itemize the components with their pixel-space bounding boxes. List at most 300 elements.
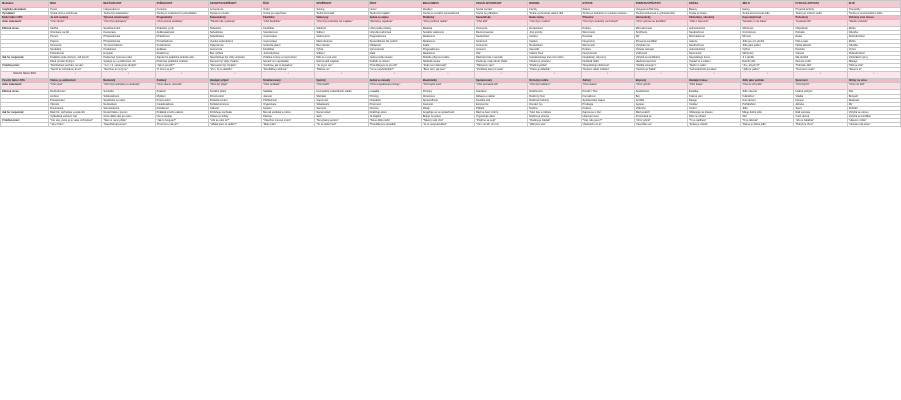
table-cell: Sběratel <box>315 94 368 98</box>
column-header: FYZICKÁ AKTIVITA <box>794 1 847 8</box>
table-cell: Prosazování <box>49 98 102 102</box>
table-cell: Velkorysý <box>315 16 368 20</box>
table-cell: • <box>102 72 155 79</box>
table-cell: Rád se baví s lidmi <box>475 110 528 114</box>
table-cell: Vysoké sebevědomí <box>208 39 261 43</box>
table-cell: Domácí typ <box>528 102 581 106</box>
table-cell: Sebeúcta <box>208 27 261 31</box>
column-header: JÍDLO <box>741 1 794 8</box>
table-cell: Hledá kompromis <box>634 60 687 64</box>
table-cell: Spoléhání na sebe <box>102 98 155 102</box>
table-cell: Eating <box>741 8 794 12</box>
table-cell: • <box>581 72 634 79</box>
table-cell: Introverze <box>475 27 528 31</box>
row-label: Jak ho rozpoznat: <box>1 55 49 59</box>
table-cell: Fakta <box>421 43 474 47</box>
table-cell: Upřednostňuje jiné než rodinu <box>528 55 581 59</box>
table-cell: "Chci respektovat principy" <box>368 83 421 90</box>
table-cell: "Jím, abych žil" <box>741 64 794 68</box>
table-cell: "Víte, kdo jsem?" <box>581 119 634 123</box>
table-cell: Charakter <box>368 98 421 102</box>
table-cell: Hledající přijetí <box>208 79 261 83</box>
table-cell: Odvaha <box>847 43 900 47</box>
table-cell: Sebejistota <box>208 31 261 35</box>
table-cell: Dodržuje slovo <box>368 110 421 114</box>
table-cell: Touha konzumovat jídlo <box>741 12 794 16</box>
table-cell: Social contact <box>475 8 528 12</box>
table-cell: Šetří <box>315 114 368 118</box>
table-cell: Relax <box>794 35 847 39</box>
table-cell: Realismus <box>421 35 474 39</box>
table-cell: Krásné věci <box>687 94 740 98</box>
table-cell: Nezávislost <box>528 43 581 47</box>
high-sayings-row <box>1 123 901 127</box>
table-cell: "Chci vyhnout se konfliktu" <box>634 20 687 27</box>
table-cell: Acceptance <box>208 8 261 12</box>
table-cell: Pasivita <box>794 47 847 51</box>
table-cell: Nevědění <box>49 47 102 51</box>
table-cell: Jiné priority <box>528 31 581 35</box>
table-cell: Přehlednost <box>262 98 315 102</box>
row-label: V běžné praxi: <box>1 119 49 123</box>
table-cell: Myšlení <box>155 94 208 98</box>
table-cell: "Chci být spokojený" <box>102 20 155 27</box>
table-cell: Výzva <box>847 47 900 51</box>
table-cell: • <box>368 72 421 79</box>
table-cell: Chce dělat věci po svém <box>102 114 155 118</box>
table-cell: Jedná podle situace <box>368 55 421 59</box>
table-cell: "Upokojit klid" <box>794 20 847 27</box>
table-cell: "Záznamy nejednat" <box>368 20 421 27</box>
header-row <box>1 1 901 8</box>
table-cell: Vůdce, je ambiciózní <box>49 79 102 83</box>
table-cell: • <box>155 72 208 79</box>
table-cell: Touha po uznání <box>208 12 261 16</box>
table-cell: • <box>208 72 261 79</box>
table-cell: Strukturovaný <box>262 79 315 83</box>
column-header: AKCEPTACE/PŘIJETÍ <box>208 1 261 8</box>
table-cell: Empatie <box>102 51 155 55</box>
table-cell: Jedná ze zájmu <box>368 16 421 20</box>
table-cell: Ambice <box>49 94 102 98</box>
table-cell: "Dělíme se" <box>315 68 368 72</box>
table-cell: "Chci být rodičem" <box>528 83 581 90</box>
table-cell: Plánuje <box>262 114 315 118</box>
table-cell: "Jídlo je palivo" <box>741 68 794 72</box>
table-cell: Bez výčitek <box>208 51 261 55</box>
table-cell: Hledající krásu <box>687 79 740 83</box>
table-cell: Společenský status <box>581 98 634 102</box>
table-cell: Autonomie <box>208 47 261 51</box>
table-cell: Zdrženlivý, skromný <box>687 16 740 20</box>
table-cell: "Úsilí o harmonii" <box>687 20 740 27</box>
table-cell: Ukazuje luxus <box>581 114 634 118</box>
table-cell: Independence <box>102 8 155 12</box>
table-cell: Organizuje akce <box>475 114 528 118</box>
motivator-table <box>0 0 901 127</box>
table-cell: "Chci vyhrát" <box>634 119 687 123</box>
table-cell: Touha být loajální <box>368 12 421 16</box>
table-cell: Sport <box>794 106 847 110</box>
table-cell: • <box>421 72 474 79</box>
table-cell: Ideály <box>421 106 474 110</box>
table-cell: Skromnost <box>687 51 740 55</box>
table-cell: Zvídavý <box>155 79 208 83</box>
table-cell: "Rád jsem sám" <box>475 64 528 68</box>
table-cell: Klid <box>847 90 900 94</box>
table-cell: Rozhodování <box>49 90 102 94</box>
table-cell: Šetrnost <box>315 106 368 110</box>
table-cell: "Jak to použít?" <box>155 64 208 68</box>
table-cell: "To je lahoda" <box>741 119 794 123</box>
table-cell: Prověřitelnost <box>155 39 208 43</box>
table-cell: Prevence konfliktů <box>634 39 687 43</box>
table-cell: Zajímá se o titul <box>581 110 634 114</box>
table-cell: Podřídí se situaci <box>368 60 421 64</box>
table-cell: Touha hromadit <box>315 12 368 16</box>
row-label: V běžné praxi: <box>1 64 49 68</box>
table-cell: Nevýrazný <box>581 39 634 43</box>
table-cell: Vyhledává vedoucí role <box>49 114 102 118</box>
table-cell: Nerad utrácí <box>315 110 368 114</box>
table-cell: "K čemu to je?" <box>155 68 208 72</box>
table-cell: Rád sportuje <box>794 110 847 114</box>
table-cell: Střídmost <box>741 27 794 31</box>
table-cell: "Nepotřebuji pomoc" <box>102 123 155 127</box>
row-label: Jeho statement: <box>1 20 49 27</box>
table-cell: "Slovo dělá muže" <box>368 119 421 123</box>
table-cell: Účel dle podmínek <box>368 31 421 35</box>
column-header: ŘÁD <box>262 1 315 8</box>
table-cell: Vyhýbá se konfliktům <box>634 55 687 59</box>
table-cell: "Udělal jsem to dobře?" <box>208 123 261 127</box>
table-cell: Introverze <box>49 43 102 47</box>
table-cell: Introvert <box>475 47 528 51</box>
table-cell: "Tokoliv tole vystavuji" <box>208 20 261 27</box>
table-cell: Společenský <box>475 79 528 83</box>
table-cell: Výhra <box>315 47 368 51</box>
table-cell: Touha konkurovat a vyhrávat bitky <box>634 12 687 16</box>
table-cell: "Dáme si dobré jídlo" <box>741 123 794 127</box>
column-header: KRÁSA <box>687 1 740 8</box>
table-cell: • <box>794 72 847 79</box>
mid-row <box>1 72 901 79</box>
table-cell: Potřebuje pochvalu <box>208 110 261 114</box>
table-cell: Střídmost <box>741 51 794 55</box>
table-cell: Pomoc <box>49 35 102 39</box>
column-header: NEZÁVISLOST <box>102 1 155 8</box>
table-cell: Vyhýbá se stresu <box>847 110 900 114</box>
table-cell: Nemusí být vždy chválen <box>208 60 261 64</box>
table-cell: Skladování <box>315 102 368 106</box>
table-cell: Orientace na lidi <box>49 31 102 35</box>
table-cell: • <box>528 72 581 79</box>
table-cell: "Chci krásu" <box>687 83 740 90</box>
table-cell: Ochotný vést stresu <box>847 16 900 20</box>
table-cell: "Flexibilita je klíčová" <box>262 68 315 72</box>
table-cell: Sociální sítě <box>475 98 528 102</box>
table-cell: Znalosti <box>155 90 208 94</box>
table-cell: Spokojí se s podřízenou rolí <box>102 60 155 64</box>
table-cell: Riskuje <box>847 60 900 64</box>
table-cell: Stabilita <box>262 90 315 94</box>
table-cell: "Chci mít klid" <box>847 83 900 90</box>
table-cell: Citlivý na stres <box>847 79 900 83</box>
column-header: RODINA <box>528 1 581 8</box>
table-cell: "Potřebuji čas pro sebe" <box>475 68 528 72</box>
table-cell: "Pohyb je život" <box>794 123 847 127</box>
table-cell: "Rodina počká" <box>528 64 581 68</box>
table-cell: Status <box>581 8 634 12</box>
table-cell: "Je to nespravedlivé" <box>421 123 474 127</box>
table-cell: Samotář <box>528 47 581 51</box>
table-cell: "Zkusím to" <box>847 68 900 72</box>
table-cell: Order <box>262 8 315 12</box>
table-cell: Pragmatický <box>155 16 208 20</box>
table-cell: Flexibilní <box>262 16 315 20</box>
table-cell: Jasnost <box>262 94 315 98</box>
table-cell: Touha po emocionálním klidu <box>847 12 900 16</box>
table-cell: Loajalita <box>368 90 421 94</box>
table-cell: "Čím víc lidí, tím líp" <box>475 123 528 127</box>
table-cell: Idealism <box>421 8 474 12</box>
table-cell: "Chci být fit" <box>794 83 847 90</box>
table-cell: "Nevyhazuj peníze" <box>315 119 368 123</box>
table-cell: Jídlo <box>741 106 794 110</box>
table-cell: Soukromí <box>475 39 528 43</box>
table-cell: Potřeba uznání <box>208 98 261 102</box>
column-header: SPOŘIVOST <box>315 1 368 8</box>
table-cell: Věrnost <box>368 106 421 110</box>
column-header: MOC <box>49 1 102 8</box>
row-label: Jeho statement: <box>1 83 49 90</box>
table-cell: Realismus <box>155 51 208 55</box>
table-cell: Povinnost <box>368 102 421 106</box>
table-cell: "Chci druhé" <box>49 20 102 27</box>
table-cell: Bojuje za práva <box>421 114 474 118</box>
table-cell: Rád řídí, rozhoduje a vede lidi <box>49 110 102 114</box>
corner-label: Motivátor <box>1 1 49 8</box>
table-cell: Umění <box>687 106 740 110</box>
table-cell: Skromnost <box>581 43 634 47</box>
table-cell: "Svět není dokonalý" <box>421 64 474 68</box>
table-cell: Dobrodružství <box>847 35 900 39</box>
column-header: POMSTA/VÍTĚZSTVÍ <box>634 1 687 8</box>
row-label: Klíčová slova <box>1 90 49 94</box>
table-cell: "Nestačí mi na krásu" <box>741 20 794 27</box>
table-cell: "Chci být svobodný od majetku" <box>315 20 368 27</box>
table-cell: "Nechť to rozhodnou druzí" <box>49 68 102 72</box>
table-cell: Riziko <box>847 39 900 43</box>
table-cell: Skromnost <box>581 31 634 35</box>
table-cell: Ochotný rodiče <box>528 79 581 83</box>
table-cell: Porozumění <box>208 94 261 98</box>
table-cell: "Rodina je základ" <box>528 119 581 123</box>
table-cell: Svoboda <box>102 90 155 94</box>
table-cell: Spravedlnost <box>421 98 474 102</box>
table-cell: Preferuje malý okruh přátel <box>475 60 528 64</box>
table-cell: Dobrodružství <box>847 51 900 55</box>
table-cell: "Chci být přijat" <box>208 83 261 90</box>
table-cell: Nemusí cvičit <box>794 60 847 64</box>
table-cell: Aplikovatelnost <box>155 31 208 35</box>
table-cell: Žárlivý <box>581 79 634 83</box>
table-cell: Prestiž / Titul <box>581 90 634 94</box>
table-cell: Přizpůsobivost <box>102 35 155 39</box>
table-cell: Rodinné hodnoty <box>528 98 581 102</box>
table-cell: Rodina <box>528 106 581 110</box>
table-cell: • <box>49 72 102 79</box>
table-cell: Úspornost <box>315 98 368 102</box>
table-cell: Touha po kráse <box>687 12 740 16</box>
table-cell: "Stačí mi málo" <box>687 64 740 68</box>
table-cell: Touha po bohatství a vysokém statusu <box>581 12 634 16</box>
table-cell: Miluje dobré jídlo <box>741 110 794 114</box>
table-cell: "Chci všemu rozumět" <box>155 83 208 90</box>
table-cell: "Jdu si zaběhat" <box>794 119 847 123</box>
table-cell: Dokáže přijmout realitu <box>421 55 474 59</box>
table-cell: "Pojďme se sejít" <box>475 119 528 123</box>
table-cell: Realismus <box>421 51 474 55</box>
table-cell: Touha vychovávat vlastní děti <box>528 12 581 16</box>
table-cell: Sdílení <box>315 51 368 55</box>
table-cell: Velkorysost <box>315 35 368 39</box>
table-cell: Služba <box>49 27 102 31</box>
table-cell: • <box>741 72 794 79</box>
table-cell: Nehromadí majetek <box>315 60 368 64</box>
table-cell: Bezpečí <box>847 94 900 98</box>
table-cell: "Všechno má své místo" <box>262 119 315 123</box>
table-cell: "Chci být nezávislý na druhých" <box>581 20 634 27</box>
table-cell: "Pohoda, klid" <box>794 64 847 68</box>
table-cell: Vstřícnost <box>634 51 687 55</box>
table-cell: Vlivnost <box>49 102 102 106</box>
table-cell: Privilegia <box>581 102 634 106</box>
table-cell: Touha po sociální spravedlnosti <box>421 12 474 16</box>
table-cell: Podléhá spíše druhým, rád slouží <box>49 55 102 59</box>
table-cell: Harmonický <box>634 16 687 20</box>
table-cell: Konflikt <box>634 98 687 102</box>
table-cell: Týmově orientovaný <box>102 16 155 20</box>
table-cell: "Chci lepší svět" <box>421 83 474 90</box>
table-cell: "Proč tomu tak je?" <box>155 123 208 127</box>
table-cell: "Sám si na to přijdu" <box>102 119 155 123</box>
table-cell: Realista <box>421 27 474 31</box>
table-cell: Dbá na vzhled <box>687 114 740 118</box>
table-cell: Zvědavost <box>155 106 208 110</box>
table-cell: Nenáročnost <box>687 43 740 47</box>
table-cell: "Krása je všude" <box>687 123 740 127</box>
table-cell: Vitalita <box>794 94 847 98</box>
table-cell: Porovnává se <box>634 114 687 118</box>
table-cell: Nehledá obdiv <box>581 60 634 64</box>
table-cell: Sdílení <box>315 31 368 35</box>
table-cell: Praktický vyvíjí <box>155 27 208 31</box>
table-cell: Mír <box>634 35 687 39</box>
table-cell: Vítězství <box>634 106 687 110</box>
table-cell: Bojovný <box>634 79 687 83</box>
table-cell: Beauty <box>687 8 740 12</box>
table-cell: Sebedůvěra <box>208 35 261 39</box>
table-cell: "Nemám rád stres" <box>847 123 900 127</box>
table-cell: Tranquility <box>847 8 900 12</box>
table-cell: Aktivita <box>794 102 847 106</box>
table-cell: Idealistický <box>421 79 474 83</box>
table-cell: Jídlo obecně <box>741 90 794 94</box>
table-cell: Nehledá utopie <box>421 60 474 64</box>
table-cell: Praktičnost <box>155 35 208 39</box>
table-cell: Aplikace <box>155 47 208 51</box>
table-cell: Nepotřebuje být vždy uznáván <box>208 55 261 59</box>
table-cell: Jídlo jako požitek <box>741 79 794 83</box>
table-cell: Vyhýbá se konfliktu <box>847 114 900 118</box>
table-cell: Dominance <box>49 106 102 110</box>
table-cell: Rezervovanost <box>475 31 528 35</box>
table-cell: Je míň vedený <box>49 16 102 20</box>
table-cell: Spontánnost <box>262 31 315 35</box>
table-cell: "Chci flexibilitu" <box>262 20 315 27</box>
table-cell: Introverze <box>475 43 528 47</box>
table-cell: "Pravidla jsou tu pro lidi" <box>368 64 421 68</box>
table-cell: Jedná ze zásady <box>368 79 421 83</box>
row-label: Vysoký faktor 20% <box>1 79 49 83</box>
table-cell: "Vím, že to dokážu" <box>208 68 261 72</box>
row-label: Jak ho rozpoznat: <box>1 110 49 114</box>
row-label: Anglický ekvivalent <box>1 8 49 12</box>
table-cell: "Čtu vás, proto je to vaše rozhodnutí" <box>49 119 102 123</box>
table-cell: Výživa <box>741 47 794 51</box>
table-cell: "Já to řídím" <box>49 123 102 127</box>
column-header: ZVĚDAVOST <box>155 1 208 8</box>
table-cell: Dělí se o své věci <box>315 55 368 59</box>
table-cell: "Zasloužím si to" <box>581 123 634 127</box>
table-cell: Mír <box>847 102 900 106</box>
column-header: ČEST <box>368 1 421 8</box>
table-cell: Sportovní <box>794 79 847 83</box>
table-cell: Je loajální <box>368 114 421 118</box>
table-cell: Intelektuálnost <box>155 102 208 106</box>
table-cell: Štědrost <box>315 27 368 31</box>
row-label: Vysvětlení <box>1 12 49 16</box>
low-statement-row <box>1 20 901 27</box>
table-cell: Pragmatismus <box>368 35 421 39</box>
table-cell: Extroverze <box>475 102 528 106</box>
table-cell: Estetika <box>687 90 740 94</box>
table-cell: Smířlivost <box>634 31 687 35</box>
table-cell: "Práce je důležitá" <box>528 68 581 72</box>
table-cell: Hromadění materiálních statků <box>315 90 368 94</box>
table-cell: Jídlo jen pro přežití <box>741 39 794 43</box>
table-cell: Family <box>528 8 581 12</box>
table-cell: Riziko <box>847 27 900 31</box>
table-cell: Interakce <box>475 90 528 94</box>
table-cell: "Uvidíme, jak to dopadne" <box>262 64 315 68</box>
table-cell: Sociální realismus <box>421 31 474 35</box>
table-cell: Přátelé <box>475 106 528 110</box>
table-cell: Neokázalý, skromný <box>581 55 634 59</box>
table-cell: "Rozhodnutí nechám na vás" <box>49 64 102 68</box>
table-cell: Rodičovství <box>528 90 581 94</box>
table-cell: Vyhýbání se <box>634 43 687 47</box>
table-cell: Hodně pohybu <box>794 90 847 94</box>
table-cell: Spoléhá druhé <box>102 27 155 31</box>
table-cell: "Pravidla jsou pravidla" <box>368 123 421 127</box>
table-cell: Kooperace <box>102 31 155 35</box>
table-cell: Pokora <box>49 39 102 43</box>
table-cell: Samotářský <box>475 16 528 20</box>
table-cell: Mírumilovnost <box>634 27 687 31</box>
table-cell: Čte a studuje <box>155 114 208 118</box>
